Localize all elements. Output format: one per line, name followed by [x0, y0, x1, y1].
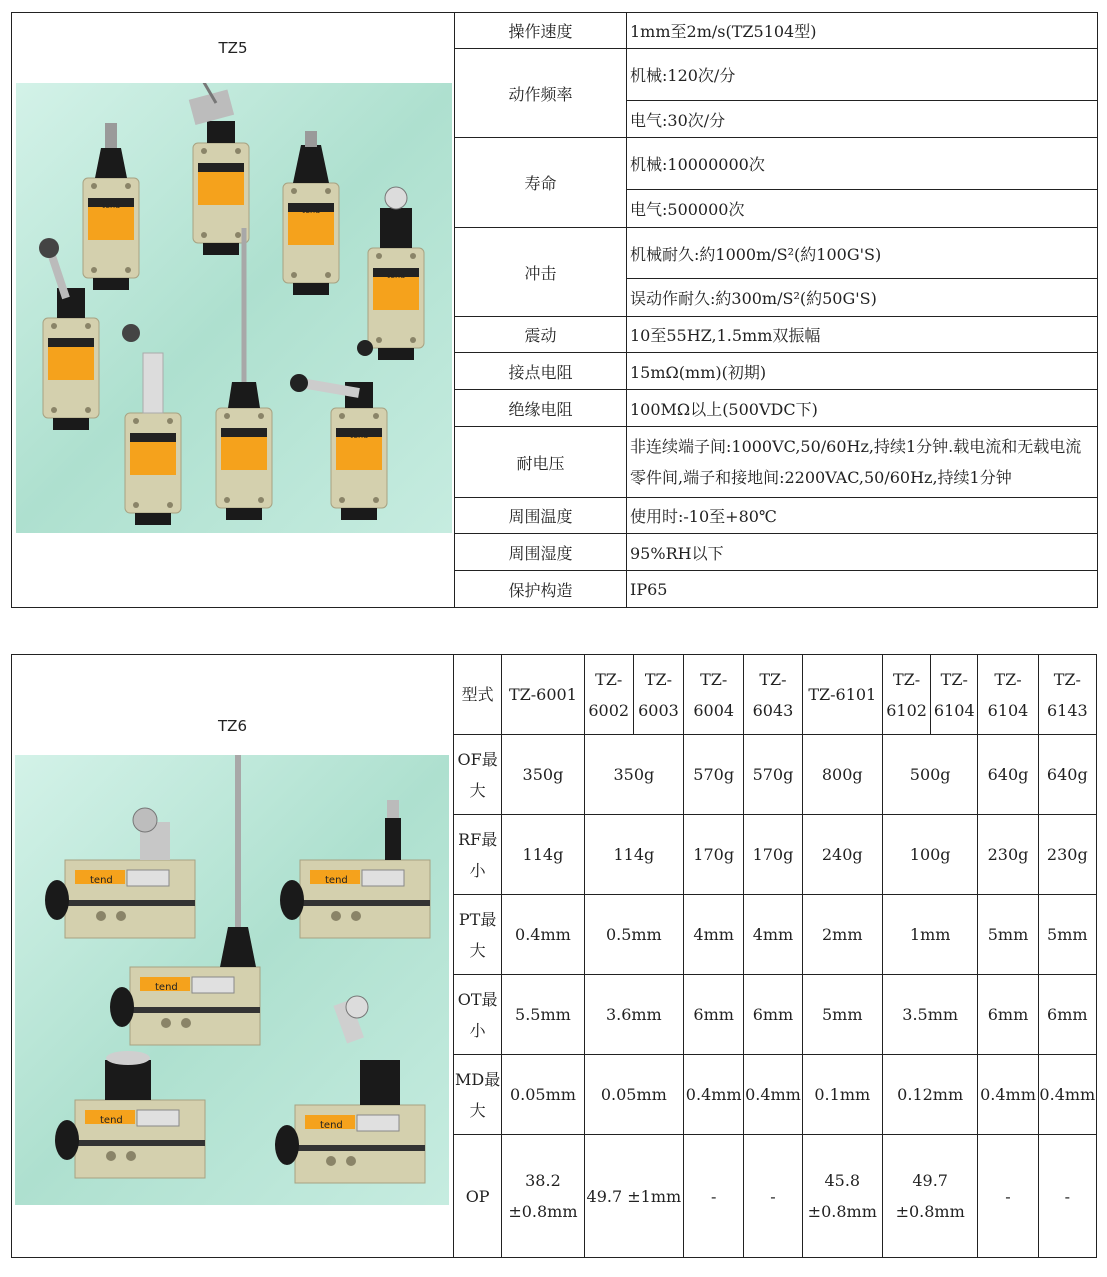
- spec-label-humidity: 周围湿度: [455, 534, 627, 571]
- row-label-pt-max: PT最大: [454, 895, 502, 975]
- row-label-md-max: MD最大: [454, 1055, 502, 1135]
- table-cell: -: [978, 1135, 1038, 1258]
- table-cell: 5mm: [802, 975, 882, 1055]
- table-cell: 0.5mm: [584, 895, 683, 975]
- table-cell: 240g: [802, 815, 882, 895]
- table-cell: 5.5mm: [502, 975, 584, 1055]
- spec-label-withstand-voltage: 耐电压: [455, 427, 627, 498]
- table-cell: 0.4mm: [684, 1055, 744, 1135]
- tz5-product-cell: [12, 13, 455, 608]
- table-cell: 6mm: [684, 975, 744, 1055]
- spec-value-contact-resistance: 15mΩ(mm)(初期): [627, 353, 1098, 390]
- table-cell: 3.6mm: [584, 975, 683, 1055]
- table-cell: 49.7 ±0.8mm: [882, 1135, 977, 1258]
- header-type-label: 型式: [454, 655, 502, 735]
- spec-value-frequency-electrical: 电气:30次/分: [627, 101, 1098, 138]
- tz5-product-photo: [16, 83, 452, 533]
- table-cell: 2mm: [802, 895, 882, 975]
- tz5-model-title: TZ5: [218, 39, 248, 57]
- spec-label-protection: 保护构造: [455, 571, 627, 608]
- table-cell: 0.4mm: [744, 1055, 802, 1135]
- table-cell: 5mm: [1038, 895, 1096, 975]
- table-cell: 5mm: [978, 895, 1038, 975]
- table-cell: 45.8 ±0.8mm: [802, 1135, 882, 1258]
- table-cell: 3.5mm: [882, 975, 977, 1055]
- tz6-spec-table: [11, 654, 1097, 1258]
- brand-label: tend: [90, 875, 113, 886]
- spec-value-insulation: 100MΩ以上(500VDC下): [627, 390, 1098, 427]
- table-cell: 0.4mm: [502, 895, 584, 975]
- table-cell: 500g: [882, 735, 977, 815]
- table-cell: 350g: [502, 735, 584, 815]
- brand-label: tend: [320, 1120, 343, 1131]
- table-cell: 100g: [882, 815, 977, 895]
- table-cell: 38.2 ±0.8mm: [502, 1135, 584, 1258]
- spec-label-shock: 冲击: [455, 228, 627, 317]
- brand-label: tend: [301, 206, 321, 215]
- brand-label: tend: [386, 271, 406, 280]
- spec-value-temperature: 使用时:-10至+80℃: [627, 498, 1098, 534]
- row-label-op: OP: [454, 1135, 502, 1258]
- model-tz-6104-b: TZ-6104: [978, 655, 1038, 735]
- model-tz-6043: TZ-6043: [744, 655, 802, 735]
- spec-label-life: 寿命: [455, 138, 627, 228]
- brand-label: tend: [101, 201, 121, 210]
- table-cell: 0.05mm: [502, 1055, 584, 1135]
- table-cell: -: [1038, 1135, 1096, 1258]
- model-tz-6101: TZ-6101: [802, 655, 882, 735]
- table-cell: 170g: [744, 815, 802, 895]
- row-label-rf-min: RF最小: [454, 815, 502, 895]
- tz5-spec-table: [11, 12, 1098, 608]
- model-tz-6104: TZ-6104: [931, 655, 978, 735]
- brand-label: tend: [155, 982, 178, 993]
- table-cell: 170g: [684, 815, 744, 895]
- spec-value-vibration: 10至55HZ,1.5mm双振幅: [627, 317, 1098, 353]
- spec-value-life-electrical: 电气:500000次: [627, 190, 1098, 228]
- table-cell: 570g: [684, 735, 744, 815]
- table-cell: 640g: [1038, 735, 1096, 815]
- spec-label-insulation: 绝缘电阻: [455, 390, 627, 427]
- model-tz-6102: TZ-6102: [882, 655, 930, 735]
- spec-value-life-mechanical: 机械:10000000次: [627, 138, 1098, 190]
- table-cell: 0.4mm: [978, 1055, 1038, 1135]
- spec-value-humidity: 95%RH以下: [627, 534, 1098, 571]
- table-cell: 1mm: [882, 895, 977, 975]
- table-cell: 114g: [584, 815, 683, 895]
- model-tz-6002: TZ-6002: [584, 655, 633, 735]
- tz6-model-title: TZ6: [218, 717, 247, 735]
- table-cell: 640g: [978, 735, 1038, 815]
- spec-value-protection: IP65: [627, 571, 1098, 608]
- spec-label-frequency: 动作频率: [455, 49, 627, 138]
- table-cell: 6mm: [978, 975, 1038, 1055]
- table-cell: -: [684, 1135, 744, 1258]
- brand-label: tend: [100, 1115, 123, 1126]
- model-tz-6004: TZ-6004: [684, 655, 744, 735]
- brand-label: tend: [349, 431, 369, 440]
- table-cell: -: [744, 1135, 802, 1258]
- spec-value-shock-malfunction: 误动作耐久:約300m/S²(約50G'S): [627, 279, 1098, 317]
- table-cell: 350g: [584, 735, 683, 815]
- table-cell: 114g: [502, 815, 584, 895]
- table-cell: 0.4mm: [1038, 1055, 1096, 1135]
- row-label-of-max: OF最大: [454, 735, 502, 815]
- spec-label-temperature: 周围温度: [455, 498, 627, 534]
- table-cell: 4mm: [744, 895, 802, 975]
- tz6-product-cell: [12, 655, 454, 1258]
- row-label-ot-min: OT最小: [454, 975, 502, 1055]
- spec-value-shock-durability: 机械耐久:約1000m/S²(約100G'S): [627, 228, 1098, 279]
- brand-label: tend: [325, 875, 348, 886]
- model-tz-6003: TZ-6003: [633, 655, 683, 735]
- table-cell: 230g: [978, 815, 1038, 895]
- spec-value-withstand-voltage: 非连续端子间:1000VC,50/60Hz,持续1分钟.载电流和无载电流零件间,端子和接地间:2200VAC,50/60Hz,持续1分钟: [627, 427, 1098, 498]
- table-cell: 6mm: [744, 975, 802, 1055]
- tz6-product-photo: [15, 755, 449, 1205]
- spec-label-speed: 操作速度: [455, 13, 627, 49]
- table-cell: 800g: [802, 735, 882, 815]
- model-tz-6001: TZ-6001: [502, 655, 584, 735]
- table-cell: 49.7 ±1mm: [584, 1135, 683, 1258]
- model-tz-6143: TZ-6143: [1038, 655, 1096, 735]
- table-cell: 0.1mm: [802, 1055, 882, 1135]
- table-cell: 4mm: [684, 895, 744, 975]
- table-cell: 0.05mm: [584, 1055, 683, 1135]
- spec-label-contact-resistance: 接点电阻: [455, 353, 627, 390]
- table-cell: 6mm: [1038, 975, 1096, 1055]
- table-cell: 0.12mm: [882, 1055, 977, 1135]
- table-cell: 570g: [744, 735, 802, 815]
- spec-value-frequency-mechanical: 机械:120次/分: [627, 49, 1098, 101]
- spec-label-vibration: 震动: [455, 317, 627, 353]
- spec-value-speed: 1mm至2m/s(TZ5104型): [627, 13, 1098, 49]
- table-cell: 230g: [1038, 815, 1096, 895]
